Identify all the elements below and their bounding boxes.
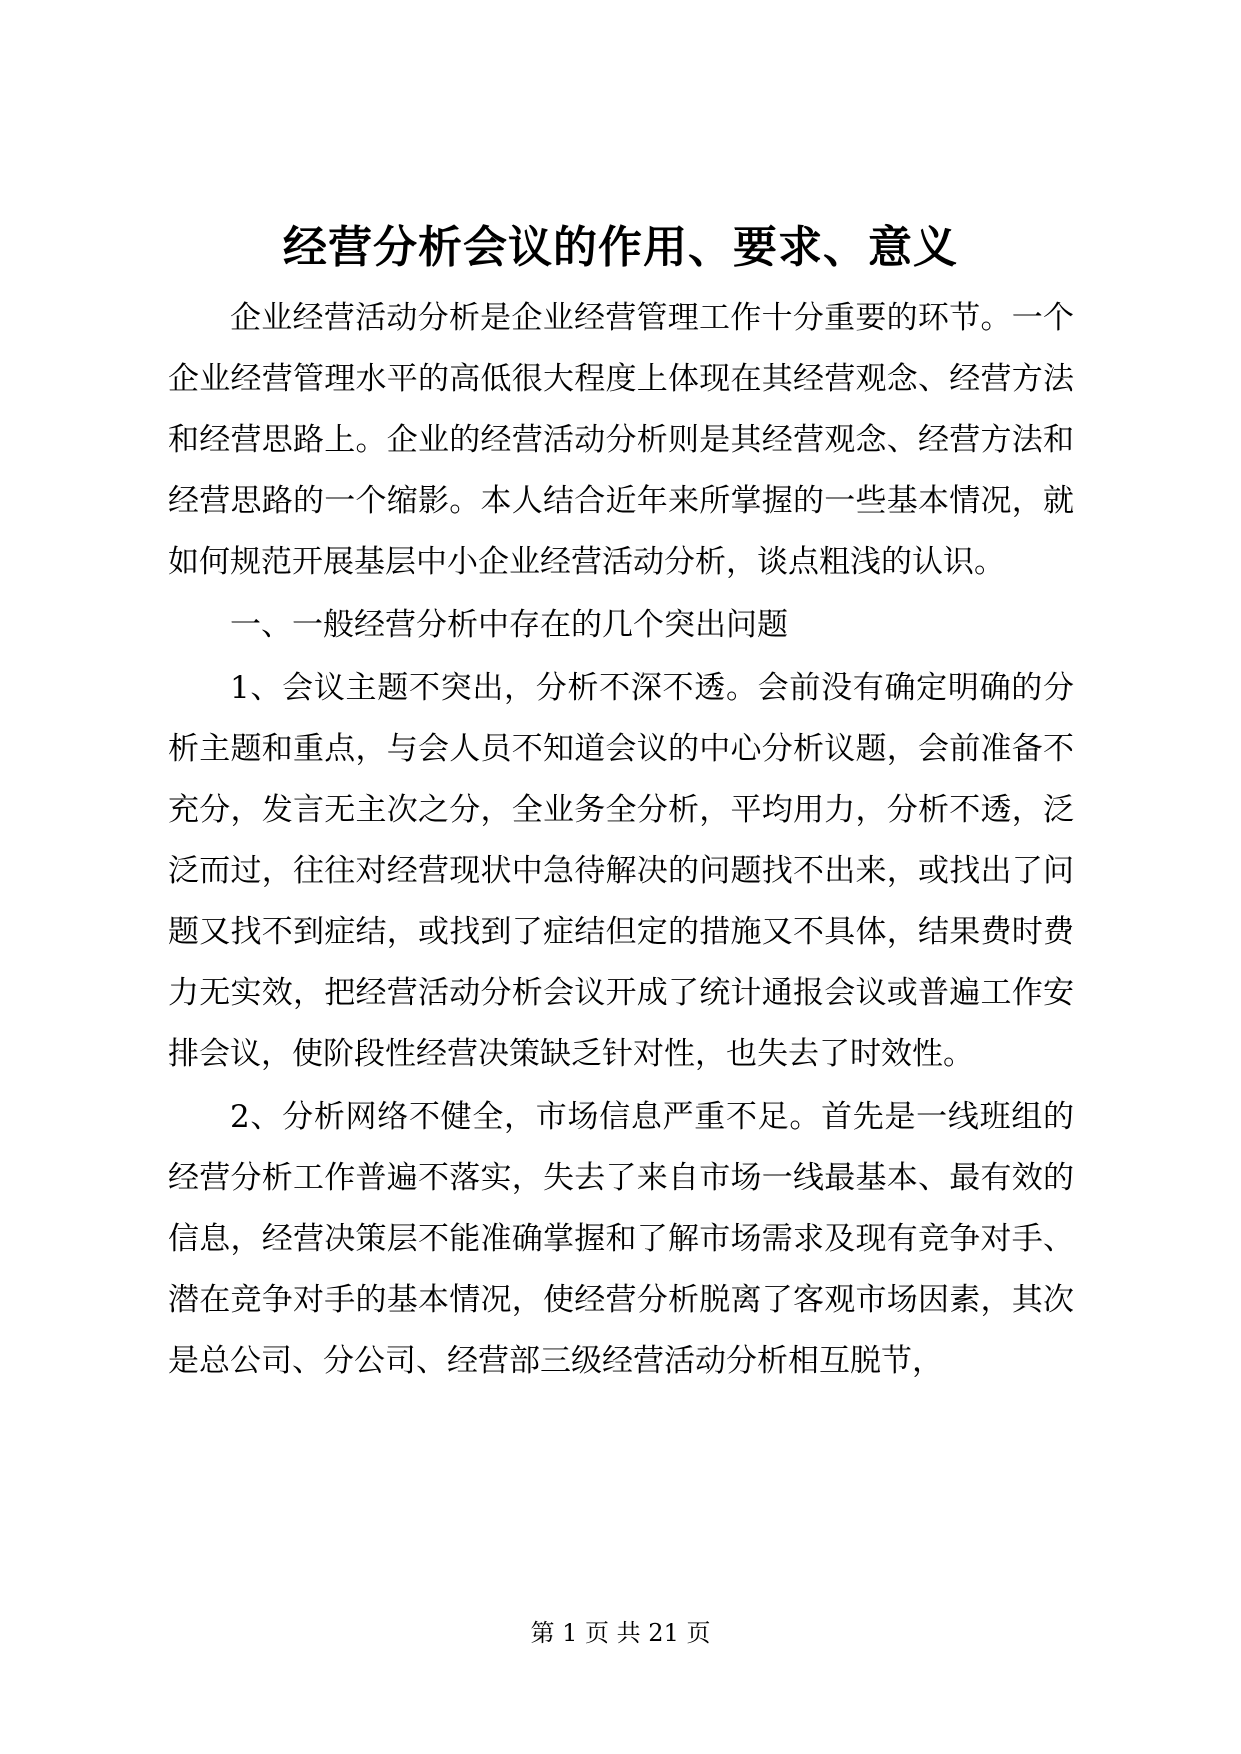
section-heading: 一、一般经营分析中存在的几个突出问题 xyxy=(230,607,788,643)
paragraph-issue-2: 2、分析网络不健全，市场信息严重不足。首先是一线班组的经营分析工作普遍不落实，失去了来自市场一线最基本、最有效的信息，经营决策层不能准确掌握和了解市场需求及现有竞争对手、潜在竞争对手的基本情况，使经营分析脱离了客观市场因素，其次是总公司、分公司、经营部三级经营活动分析相互脱节， xyxy=(168,1099,1074,1379)
page-footer: 第 1 页 共 21 页 xyxy=(530,1619,711,1647)
paragraph-issue-1: 1、会议主题不突出，分析不深不透。会前没有确定明确的分析主题和重点，与会人员不知道会议的中心分析议题，会前准备不充分，发言无主次之分，全业务全分析，平均用力，分析不透，泛泛而过，往往对经营现状中急待解决的问题找不出来，或找出了问题又找不到症结，或找到了症结但定的措施又不具体，结果费时费力无实效，把经营活动分析会议开成了统计通报会议或普遍工作安排会议，使阶段性经营决策缺乏针对性，也失去了时效性。 xyxy=(168,670,1074,1072)
paragraph-intro: 企业经营活动分析是企业经营管理工作十分重要的环节。一个企业经营管理水平的高低很大程度上体现在其经营观念、经营方法和经营思路上。企业的经营活动分析则是其经营观念、经营方法和经营思路的一个缩影。本人结合近年来所掌握的一些基本情况，就如何规范开展基层中小企业经营活动分析，谈点粗浅的认识。 xyxy=(168,300,1074,580)
document-title: 经营分析会议的作用、要求、意义 xyxy=(283,222,958,273)
document-body xyxy=(168,288,1074,1394)
